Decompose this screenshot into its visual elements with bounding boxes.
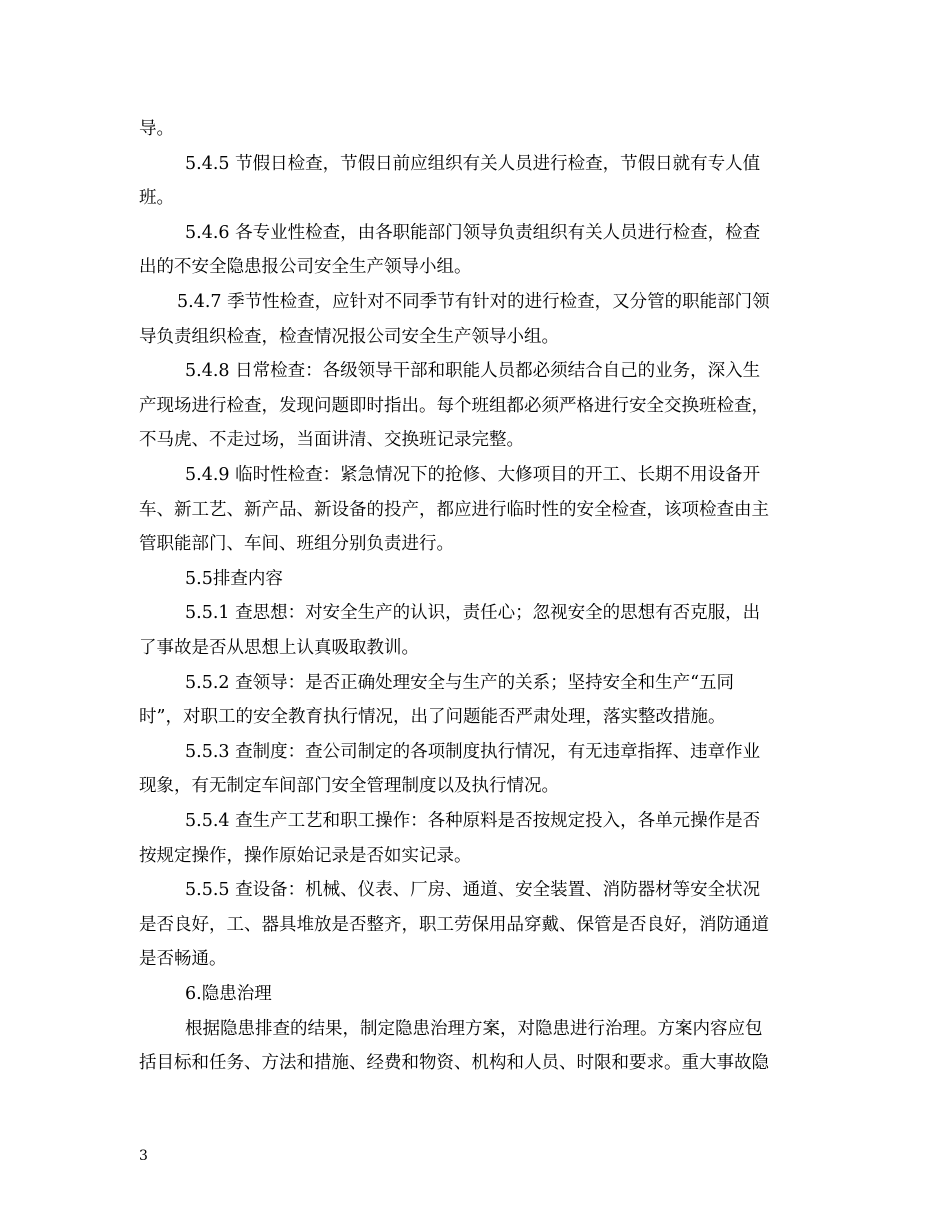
paragraph-first-line: 5.5排查内容 <box>185 568 283 589</box>
paragraph-line: 班。 <box>139 188 174 209</box>
paragraph-line: 时”，对职工的安全教育执行情况，出了问题能否严肃处理，落实整改措施。 <box>139 707 726 728</box>
paragraph-line: 是否良好，工、器具堆放是否整齐，职工劳保用品穿戴、保管是否良好，消防通道 <box>139 914 769 935</box>
paragraph-line: 括目标和任务、方法和措施、经费和物资、机构和人员、时限和要求。重大事故隐 <box>139 1053 769 1074</box>
paragraph-first-line: 导。 <box>139 119 174 139</box>
paragraph-first-line: 5.5.5 查设备：机械、仪表、厂房、通道、安全装置、消防器材等安全状况 <box>185 880 761 901</box>
paragraph-first-line: 5.4.5 节假日检查，节假日前应组织有关人员进行检查，节假日就有专人值 <box>185 153 761 174</box>
paragraph-line: 管职能部门、车间、班组分别负责进行。 <box>139 534 454 555</box>
paragraph-line: 现象，有无制定车间部门安全管理制度以及执行情况。 <box>139 776 559 797</box>
paragraph-line: 导负责组织检查，检查情况报公司安全生产领导小组。 <box>139 326 559 347</box>
paragraph-line: 不马虎、不走过场，当面讲清、交换班记录完整。 <box>139 430 524 451</box>
paragraph-first-line: 5.5.1 查思想：对安全生产的认识，责任心；忽视安全的思想有否克服，出 <box>185 603 761 624</box>
paragraph-first-line: 5.5.4 查生产工艺和职工操作：各种原料是否按规定投入，各单元操作是否 <box>185 811 761 831</box>
paragraph-line: 按规定操作，操作原始记录是否如实记录。 <box>139 845 472 866</box>
paragraph-first-line: 5.4.9 临时性检查：紧急情况下的抢修、大修项目的开工、长期不用设备开 <box>185 465 761 485</box>
page-number: 3 <box>139 1148 148 1164</box>
paragraph-line: 了事故是否从思想上认真吸取教训。 <box>139 638 419 658</box>
paragraph-line: 是否畅通。 <box>139 949 227 970</box>
paragraph-first-line: 6.隐患治理 <box>185 984 272 1004</box>
paragraph-line: 出的不安全隐患报公司安全生产领导小组。 <box>139 257 472 278</box>
paragraph-first-line: 5.5.2 查领导：是否正确处理安全与生产的关系；坚持安全和生产“五同 <box>185 672 735 693</box>
paragraph-first-line: 5.4.7 季节性检查，应针对不同季节有针对的进行检查，又分管的职能部门领 <box>177 292 770 312</box>
paragraph-first-line: 根据隐患排查的结果，制定隐患治理方案，对隐患进行治理。方案内容应包 <box>185 1018 763 1039</box>
paragraph-first-line: 5.4.6 各专业性检查，由各职能部门领导负责组织有关人员进行检查，检查 <box>185 222 761 243</box>
paragraph-line: 车、新工艺、新产品、新设备的投产，都应进行临时性的安全检查，该项检查由主 <box>139 499 769 520</box>
paragraph-first-line: 5.4.8 日常检查：各级领导干部和职能人员都必须结合自己的业务，深入生 <box>185 361 761 382</box>
paragraph-first-line: 5.5.3 查制度：查公司制定的各项制度执行情况，有无违章指挥、违章作业 <box>185 741 761 762</box>
paragraph-line: 产现场进行检查，发现问题即时指出。每个班组都必须严格进行安全交换班检查， <box>139 395 769 416</box>
